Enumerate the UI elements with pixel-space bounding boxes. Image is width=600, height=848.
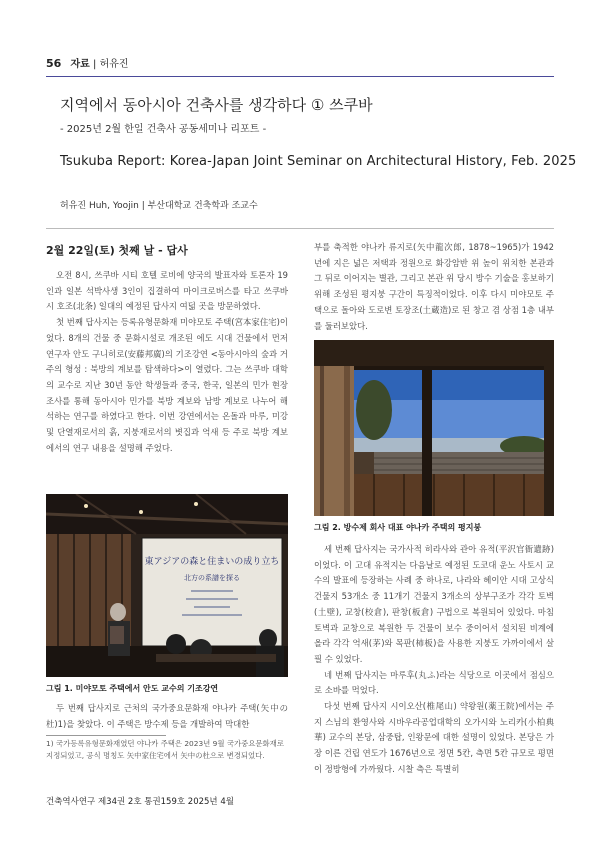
english-title: Tsukuba Report: Korea-Japan Joint Seminar on Architectural History, Feb. 2025: [60, 154, 577, 169]
section-heading: 2월 22일(토) 첫째 날 - 답사: [46, 244, 188, 257]
paragraph: 오전 8시, 쓰쿠바 시티 호텔 로비에 양국의 발표자와 토론자 19인과 일본 석박사생 3인이 집결하여 마이크로버스를 타고 쓰쿠바시 호조(北条) 일대의 예정된 답사지 여덟 곳을 방문하였다.: [46, 270, 288, 312]
title-rule: [46, 228, 554, 229]
right-body-top: [314, 240, 554, 334]
left-body-continued: [46, 701, 288, 732]
header-author: 허유진: [99, 59, 129, 70]
section-label: 자료: [70, 59, 90, 70]
paragraph: 첫 번째 답사지는 등록유형문화재 미야모토 주택(宮本家住宅)이었다. 8개의 건물 중 문화시설로 개조된 에도 시대 건물에서 먼저 연구자 안도 구니히로(安藤邦廣)의 기조강연 <동아시아의 숲과 거주의 형성 : 북방의 계보를 탐색하다>이 열렸다. 그는 쓰쿠바 대학의 교수로 지난 30년 동안 학생들과 중국, 한국, 일본의 민가 현장 조사를 통해 동아시아 민가를 북방 계보와 남방 계보로 나누어 해석하는 연구를 하였다고 한다. 이번 강연에서는 온돌과 마루, 미강 및 단열재로서의 흙, 지붕재로서의 볏집과 억새 등 주로 북방 계보에서의 연구 내용을 설명해 주었다.: [46, 317, 288, 453]
flat-roof-view-image: [314, 340, 554, 516]
slide-subtitle: 北方の系譜を探る: [184, 574, 240, 582]
paragraph: 다섯 번째 답사지 시이오산(椎尾山) 약왕원(薬王院)에서는 주지 스님의 환영사와 시바우라공업대학의 오가시와 노리카(小柏典華) 교수의 본당, 삼중탑, 인왕문에 대한 설명이 있었다. 본당은 가장 이른 건립 연도가 1676년으로 정면 5칸, 측면 5칸 규모로 평면이 정방형에 가까웠다. 시찰 측은 특별히: [314, 701, 554, 774]
lecture-scene-image: [46, 494, 288, 677]
page-number: 56: [46, 57, 62, 70]
figure-2-photo: [314, 340, 554, 516]
paragraph: 두 번째 답사지로 근처의 국가중요문화재 야나카 주택(矢中の杜)1)을 찾았다. 이 주택은 방수제 등을 개발하여 막대한: [46, 703, 288, 729]
footnote: 1) 국가등록유형문화재였던 야나카 주택은 2023년 9월 국가중요문화재로 지정되었고, 공식 명칭도 矢中家住宅에서 矢中の杜으로 변경되었다.: [46, 739, 284, 760]
figure-2-caption: 그림 2. 방수제 회사 대표 야나카 주택의 평지붕: [314, 523, 482, 532]
figure-1-photo: [46, 494, 288, 677]
left-body: [46, 268, 288, 456]
article-title: 지역에서 동아시아 건축사를 생각하다 ① 쓰쿠바: [60, 96, 373, 114]
header-separator: |: [93, 59, 97, 70]
footnote-rule: [46, 735, 166, 736]
byline: 허유진 Huh, Yoojin | 부산대학교 건축학과 조교수: [60, 201, 258, 211]
running-header: [46, 55, 129, 70]
right-body-bottom: [314, 542, 554, 778]
page-footer: 건축역사연구 제34권 2호 통권159호 2025년 4월: [46, 797, 234, 807]
article-subtitle: - 2025년 2월 한일 건축사 공동세미나 리포트 -: [60, 124, 267, 135]
header-rule: [46, 76, 554, 77]
paragraph: 네 번째 답사지는 마루후(丸ふ)라는 식당으로 이곳에서 점심으로 소바를 먹었다.: [314, 669, 554, 696]
paragraph: 세 번째 답사지는 국가사적 히라사와 관아 유적(平沢官衙遺跡)이었다. 이 고대 유적지는 다음날로 예정된 도코대 운노 사토시 교수의 발표에 등장하는 사례 중 하나로, 나라와 헤이안 시대 고상식 건물지 53개소 중 11개기 건물지 3개소의 상부구조가 각각 토벽(土壁), 교창(校倉), 판창(板倉) 구법으로 복원되어 있었다. 마침 토벽과 교창으로 복원한 두 건물이 보수 중이어서 설치된 비계에 올라 각각 억새(茅)와 목판(杮板)을 사용한 지붕도 가까이에서 살필 수 있었다.: [314, 544, 554, 664]
slide-title: 東アジアの森と住まいの成り立ち: [144, 557, 280, 567]
paragraph: 부를 축적한 야나카 류지로(矢中龍次郎, 1878~1965)가 1942년에 지은 넓은 저택과 정원으로 화강암반 위 높이 위치한 본관과 그 뒤로 이어지는 별관, 그리고 본관 위 당시 방수 기술을 홍보하기 위해 조성된 평지붕 구간이 특징적이었다. 이후 다시 미야모토 주택으로 돌아와 도로변 토장조(土蔵造)로 된 창고 겸 상점 1층 내부를 둘러보았다.: [314, 242, 554, 331]
figure-1-caption: 그림 1. 미야모토 주택에서 안도 교수의 기조강연: [46, 684, 219, 693]
